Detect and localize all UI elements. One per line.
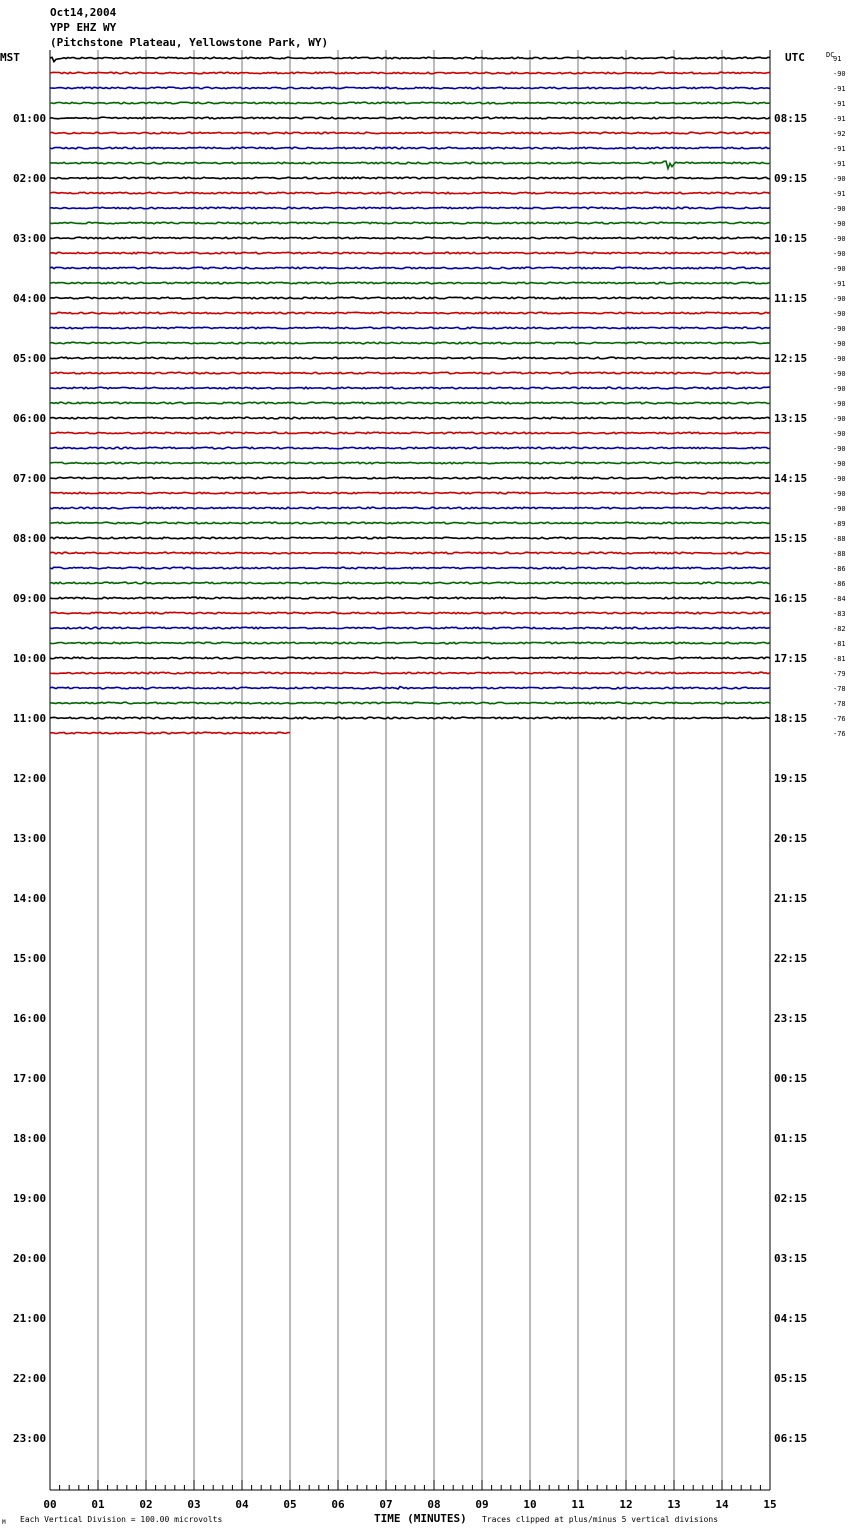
- trace-line: [50, 72, 770, 74]
- right-hour-label: 12:15: [774, 352, 808, 365]
- trace-line: [50, 432, 770, 434]
- dc-offset-value: -79: [833, 670, 846, 678]
- trace-line: [50, 732, 290, 734]
- dc-offset-value: -88: [833, 535, 846, 543]
- x-tick-label: 13: [667, 1498, 681, 1511]
- right-hour-label: 08:15: [774, 112, 808, 125]
- dc-offset-value: -90: [833, 460, 846, 468]
- dc-offset-value: -82: [833, 625, 846, 633]
- dc-offset-value: -90: [833, 430, 846, 438]
- x-tick-label: 14: [715, 1498, 729, 1511]
- right-hour-label: 04:15: [774, 1312, 808, 1325]
- x-tick-label: 00: [43, 1498, 57, 1511]
- x-tick-label: 06: [331, 1498, 345, 1511]
- dc-offset-value: -91: [833, 190, 846, 198]
- left-hour-label: 22:00: [13, 1372, 47, 1385]
- trace-line: [50, 252, 770, 254]
- clip-note: Traces clipped at plus/minus 5 vertical divisions: [482, 1515, 719, 1524]
- left-hour-label: 14:00: [13, 892, 47, 905]
- dc-offset-value: -88: [833, 550, 846, 558]
- trace-line: [50, 387, 770, 389]
- x-tick-label: 11: [571, 1498, 585, 1511]
- dc-offset-value: -86: [833, 580, 846, 588]
- trace-line: [50, 282, 770, 284]
- right-hour-label: 17:15: [774, 652, 808, 665]
- trace-line: [50, 117, 770, 119]
- left-hour-label: 01:00: [13, 112, 47, 125]
- dc-offset-value: -90: [833, 370, 846, 378]
- left-timezone-label: MST: [0, 51, 20, 64]
- dc-offset-value: -90: [833, 340, 846, 348]
- trace-line: [50, 357, 770, 359]
- dc-offset-value: -90: [833, 445, 846, 453]
- trace-line: [50, 522, 770, 524]
- left-hour-label: 08:00: [13, 532, 47, 545]
- right-hour-label: 00:15: [774, 1072, 808, 1085]
- dc-offset-value: -84: [833, 595, 846, 603]
- dc-offset-value: -90: [833, 400, 846, 408]
- left-hour-label: 21:00: [13, 1312, 47, 1325]
- location-label: (Pitchstone Plateau, Yellowstone Park, WY): [50, 36, 329, 49]
- trace-line: [50, 612, 770, 614]
- dc-offset-value: -90: [833, 265, 846, 273]
- dc-offset-value: 91: [833, 55, 842, 63]
- dc-offset-value: -76: [833, 730, 846, 738]
- right-hour-label: 18:15: [774, 712, 808, 725]
- dc-offset-value: -91: [833, 100, 846, 108]
- minute-gridlines: [50, 50, 770, 1490]
- right-hour-label: 11:15: [774, 292, 808, 305]
- right-hour-label: 03:15: [774, 1252, 808, 1265]
- left-hour-label: 02:00: [13, 172, 47, 185]
- dc-offset-value: -78: [833, 700, 846, 708]
- dc-offset-value: -90: [833, 235, 846, 243]
- left-hour-label: 07:00: [13, 472, 47, 485]
- x-tick-label: 05: [283, 1498, 297, 1511]
- dc-offset-value: -91: [833, 85, 846, 93]
- right-hour-label: 06:15: [774, 1432, 808, 1445]
- logo-mark: M: [2, 1519, 6, 1526]
- trace-line: [50, 627, 770, 629]
- left-hour-label: 10:00: [13, 652, 47, 665]
- dc-offset-value: -90: [833, 205, 846, 213]
- dc-offset-value: -90: [833, 385, 846, 393]
- trace-line: [50, 492, 770, 494]
- x-tick-label: 07: [379, 1498, 393, 1511]
- trace-line: [50, 267, 770, 269]
- dc-offset-value: -78: [833, 685, 846, 693]
- dc-offset-value: -90: [833, 175, 846, 183]
- dc-offset-value: -90: [833, 310, 846, 318]
- left-hour-labels: [13, 112, 46, 1445]
- right-hour-label: 14:15: [774, 472, 808, 485]
- x-axis-title: TIME (MINUTES): [374, 1512, 467, 1525]
- dc-offset-value: -91: [833, 115, 846, 123]
- left-hour-label: 05:00: [13, 352, 47, 365]
- dc-offset-value: -86: [833, 565, 846, 573]
- trace-line: [50, 552, 770, 554]
- right-hour-label: 21:15: [774, 892, 808, 905]
- right-hour-label: 13:15: [774, 412, 808, 425]
- dc-offset-value: -90: [833, 355, 846, 363]
- x-tick-label: 03: [187, 1498, 201, 1511]
- dc-offset-value: -92: [833, 130, 846, 138]
- trace-line: [50, 702, 770, 704]
- trace-line: [50, 312, 770, 314]
- trace-line: [50, 192, 770, 194]
- dc-offset-value: -81: [833, 640, 846, 648]
- date-label: Oct14,2004: [50, 6, 117, 19]
- x-tick-label: 12: [619, 1498, 633, 1511]
- right-hour-label: 01:15: [774, 1132, 808, 1145]
- trace-line: [50, 177, 770, 179]
- dc-offset-value: -91: [833, 280, 846, 288]
- header: [50, 6, 328, 49]
- dc-offset-value: -76: [833, 715, 846, 723]
- right-hour-labels: [774, 112, 807, 1445]
- left-hour-label: 09:00: [13, 592, 47, 605]
- trace-line: [50, 237, 770, 239]
- dc-label: DC: [826, 51, 835, 59]
- trace-line: [50, 672, 770, 674]
- footer: [2, 1512, 718, 1526]
- trace-line: [50, 372, 770, 374]
- trace-line: [50, 327, 770, 329]
- trace-line: [50, 207, 770, 209]
- right-hour-label: 05:15: [774, 1372, 808, 1385]
- trace-line: [50, 132, 770, 134]
- trace-line: [50, 537, 770, 539]
- left-hour-label: 03:00: [13, 232, 47, 245]
- left-hour-label: 12:00: [13, 772, 47, 785]
- dc-offset-value: -90: [833, 250, 846, 258]
- x-tick-label: 01: [91, 1498, 105, 1511]
- right-hour-label: 23:15: [774, 1012, 808, 1025]
- trace-line: [50, 57, 770, 62]
- right-hour-label: 19:15: [774, 772, 808, 785]
- dc-offset-value: -90: [833, 220, 846, 228]
- seismic-traces: [50, 57, 770, 734]
- trace-line: [50, 582, 770, 584]
- left-hour-label: 13:00: [13, 832, 47, 845]
- trace-line: [50, 462, 770, 464]
- dc-offset-value: -90: [833, 70, 846, 78]
- scale-note: Each Vertical Division = 100.00 microvolts: [20, 1515, 223, 1524]
- dc-offset-value: -90: [833, 505, 846, 513]
- trace-line: [50, 477, 770, 479]
- trace-line: [50, 297, 770, 299]
- x-tick-label: 10: [523, 1498, 537, 1511]
- dc-offset-value: -90: [833, 475, 846, 483]
- x-axis: [43, 1480, 776, 1511]
- x-tick-label: 15: [763, 1498, 777, 1511]
- trace-line: [50, 717, 770, 719]
- dc-offset-value: -83: [833, 610, 846, 618]
- left-hour-label: 17:00: [13, 1072, 47, 1085]
- left-hour-label: 19:00: [13, 1192, 47, 1205]
- dc-offset-value: -90: [833, 295, 846, 303]
- right-hour-label: 20:15: [774, 832, 808, 845]
- right-hour-label: 02:15: [774, 1192, 808, 1205]
- trace-line: [50, 102, 770, 104]
- right-hour-label: 09:15: [774, 172, 808, 185]
- trace-line: [50, 342, 770, 344]
- right-hour-label: 16:15: [774, 592, 808, 605]
- trace-line: [50, 87, 770, 89]
- trace-line: [50, 417, 770, 419]
- trace-line: [50, 447, 770, 449]
- trace-line: [50, 402, 770, 404]
- trace-line: [50, 222, 770, 224]
- trace-line: [50, 147, 770, 149]
- x-tick-label: 08: [427, 1498, 441, 1511]
- trace-line: [50, 507, 770, 509]
- dc-offset-value: -90: [833, 490, 846, 498]
- dc-offset-value: -90: [833, 415, 846, 423]
- station-label: YPP EHZ WY: [50, 21, 117, 34]
- dc-offset-value: -81: [833, 655, 846, 663]
- dc-offset-value: -89: [833, 520, 846, 528]
- left-hour-label: 15:00: [13, 952, 47, 965]
- trace-line: [50, 687, 770, 689]
- x-tick-label: 04: [235, 1498, 249, 1511]
- left-hour-label: 23:00: [13, 1432, 47, 1445]
- x-tick-label: 02: [139, 1498, 153, 1511]
- dc-offset-value: -91: [833, 145, 846, 153]
- trace-line: [50, 657, 770, 659]
- right-timezone-label: UTC: [785, 51, 805, 64]
- left-hour-label: 04:00: [13, 292, 47, 305]
- left-hour-label: 16:00: [13, 1012, 47, 1025]
- dc-offset-value: -90: [833, 325, 846, 333]
- right-hour-label: 10:15: [774, 232, 808, 245]
- left-hour-label: 11:00: [13, 712, 47, 725]
- right-hour-label: 22:15: [774, 952, 808, 965]
- trace-line: [50, 597, 770, 599]
- trace-line: [50, 567, 770, 569]
- trace-line: [50, 642, 770, 644]
- left-hour-label: 20:00: [13, 1252, 47, 1265]
- right-hour-label: 15:15: [774, 532, 808, 545]
- dc-offset-value: -91: [833, 160, 846, 168]
- trace-line: [50, 161, 770, 168]
- x-tick-label: 09: [475, 1498, 489, 1511]
- dc-offset-values: [833, 55, 846, 738]
- left-hour-label: 06:00: [13, 412, 47, 425]
- left-hour-label: 18:00: [13, 1132, 47, 1145]
